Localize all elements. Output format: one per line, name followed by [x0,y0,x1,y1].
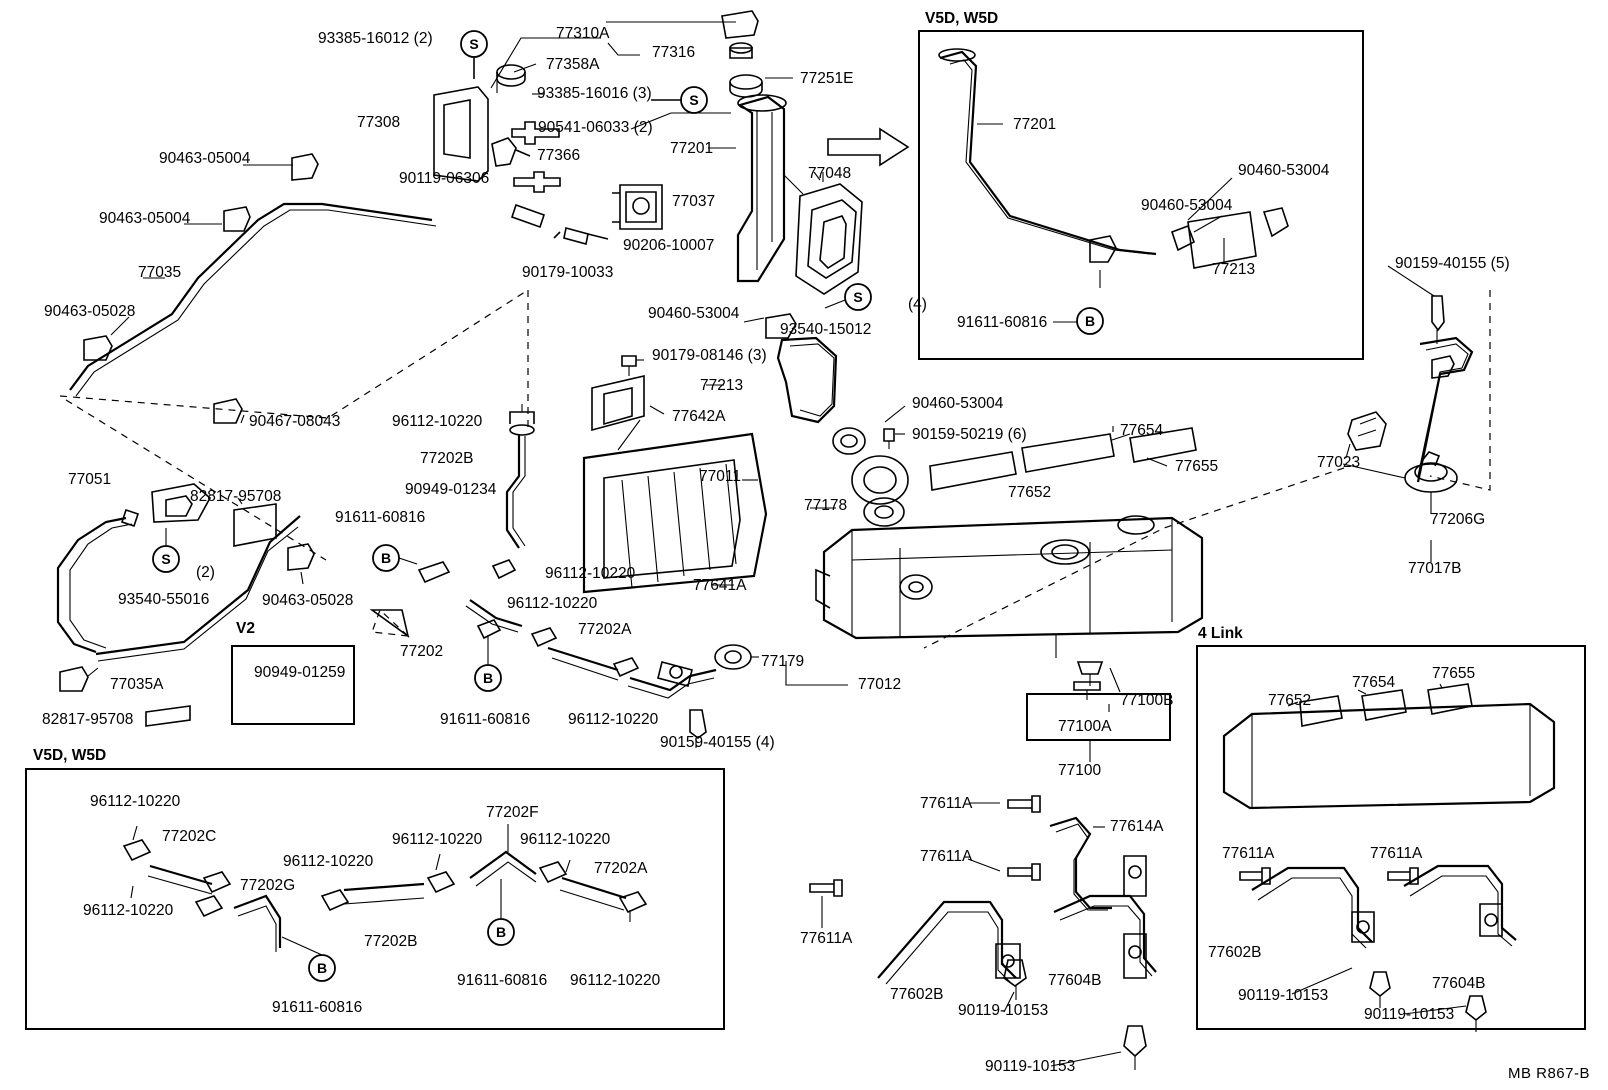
svg-text:S: S [689,92,699,108]
svg-text:B: B [1084,313,1096,329]
label-96112-10220-h: 96112-10220 [283,853,374,870]
label-90119-10153-d: 90119-10153 [1364,1006,1455,1023]
label-90159-40155-5: 90159-40155 (5) [1395,255,1510,272]
label-90119-10153-a: 90119-10153 [958,1002,1049,1019]
label-90119-10153-c: 90119-10153 [1238,987,1329,1004]
label-90119-06306: 90119-06306 [399,170,490,187]
label-77179: 77179 [761,653,805,670]
label-90949-01259: 90949-01259 [254,664,346,681]
panel-label-v5d-w5d-bottom: V5D, W5D [33,747,107,764]
label-77011: 77011 [699,468,741,485]
diagram-footer-code: MB R867-B [1507,1065,1590,1082]
label-77611A-b: 77611A [920,848,973,865]
label-90460-53004-c: 90460-53004 [1238,162,1330,179]
label-77017B: 77017B [1408,560,1462,577]
label-96112-10220-b: 96112-10220 [545,565,636,582]
label-77614A: 77614A [1110,818,1164,835]
label-77602B-center: 77602B [890,986,944,1003]
svg-text:S: S [161,551,171,567]
label-77202C: 77202C [162,828,217,845]
svg-text:B: B [482,670,494,686]
label-90541-06033: 90541-06033 (2) [538,119,653,136]
label-77213-panel: 77213 [1212,261,1256,278]
label-93540-55016: 93540-55016 [118,591,210,608]
label-96112-10220-a: 96112-10220 [392,413,483,430]
label-91611-60816-d: 91611-60816 [272,999,363,1016]
label-77316: 77316 [652,44,696,61]
label-93385-16012: 93385-16012 (2) [318,30,433,47]
label-77037: 77037 [672,193,716,210]
label-77604B-4link: 77604B [1432,975,1486,992]
label-90159-50219: 90159-50219 (6) [912,426,1027,443]
label-77202A-main: 77202A [578,621,632,638]
label-77201-main: 77201 [670,140,714,157]
label-77652-4link: 77652 [1268,692,1312,709]
label-90463-05028-b: 90463-05028 [262,592,354,609]
label-77048: 77048 [808,165,852,182]
label-90467-08043: 90467-08043 [249,413,341,430]
label-77051: 77051 [68,471,112,488]
label-90463-05004-a: 90463-05004 [159,150,251,167]
label-90206-10007: 90206-10007 [623,237,715,254]
label-77202G: 77202G [240,877,296,894]
label-77023: 77023 [1317,454,1361,471]
svg-text:B: B [495,924,507,940]
label-77202: 77202 [400,643,444,660]
label-91611-60816-c: 91611-60816 [457,972,548,989]
label-77310A: 77310A [556,25,610,42]
label-77654-main: 77654 [1120,422,1164,439]
svg-text:S: S [853,289,863,305]
panel-label-4link: 4 Link [1198,625,1243,642]
label-96112-10220-d: 96112-10220 [568,711,659,728]
label-77035A: 77035A [110,676,164,693]
label-77202F: 77202F [486,804,539,821]
label-96112-10220-i: 96112-10220 [83,902,174,919]
label-77358A: 77358A [546,56,600,73]
label-77201-panel: 77201 [1013,116,1057,133]
label-93540-15012: 93540-15012 [780,321,872,338]
label-77100: 77100 [1058,762,1102,779]
label-90949-01234: 90949-01234 [405,481,497,498]
label-90460-53004-b: 90460-53004 [912,395,1004,412]
label-77202A-panel: 77202A [594,860,648,877]
label-77655-main: 77655 [1175,458,1219,475]
label-77655-4link: 77655 [1432,665,1476,682]
label-90159-40155-4: 90159-40155 (4) [660,734,775,751]
label-77611A-e: 77611A [1370,845,1423,862]
label-77611A-a: 77611A [920,795,973,812]
label-90463-05028-a: 90463-05028 [44,303,136,320]
panel-label-v5d-w5d-top: V5D, W5D [925,10,999,27]
label-77012: 77012 [858,676,902,693]
label-77213-main: 77213 [700,377,744,394]
label-93385-16016: 93385-16016 (3) [537,85,652,102]
label-77202B-main: 77202B [420,450,474,467]
label-90119-10153-b: 90119-10153 [985,1058,1076,1075]
svg-text:B: B [380,550,392,566]
label-91611-60816-a: 91611-60816 [335,509,426,526]
label-91611-60816-b: 91611-60816 [440,711,531,728]
label-77366: 77366 [537,147,581,164]
label-90463-05004-b: 90463-05004 [99,210,191,227]
label-77602B-4link: 77602B [1208,944,1262,961]
label-90179-08146: 90179-08146 (3) [652,347,767,364]
label-77652-main: 77652 [1008,484,1052,501]
label-90460-53004-a: 90460-53004 [648,305,740,322]
svg-text:B: B [316,960,328,976]
label-77035: 77035 [138,264,182,281]
label-91611-60816-e: 91611-60816 [957,314,1048,331]
label-77100B: 77100B [1120,692,1174,709]
label-77611A-c: 77611A [800,930,853,947]
label-77308: 77308 [357,114,401,131]
label-77604B-center: 77604B [1048,972,1102,989]
label-90460-53004-d: 90460-53004 [1141,197,1233,214]
label-77251E: 77251E [800,70,854,87]
label-77642A: 77642A [672,408,726,425]
label-77100A: 77100A [1058,718,1112,735]
label-77611A-d: 77611A [1222,845,1275,862]
label-96112-10220-j: 96112-10220 [570,972,661,989]
label-77654-4link: 77654 [1352,674,1396,691]
label-90179-10033: 90179-10033 [522,264,614,281]
label-qty-2a: (2) [196,564,215,581]
label-96112-10220-e: 96112-10220 [90,793,181,810]
label-82817-95708-b: 82817-95708 [42,711,134,728]
label-96112-10220-f: 96112-10220 [392,831,483,848]
label-77206G: 77206G [1430,511,1486,528]
panel-label-v2: V2 [236,620,255,637]
label-96112-10220-g: 96112-10220 [520,831,611,848]
label-82817-95708-a: 82817-95708 [190,488,282,505]
label-qty-4a: (4) [908,296,927,313]
label-77178: 77178 [804,497,848,514]
label-96112-10220-c: 96112-10220 [507,595,598,612]
label-77202B-panel: 77202B [364,933,418,950]
label-77641A: 77641A [693,577,747,594]
svg-text:S: S [469,36,479,52]
